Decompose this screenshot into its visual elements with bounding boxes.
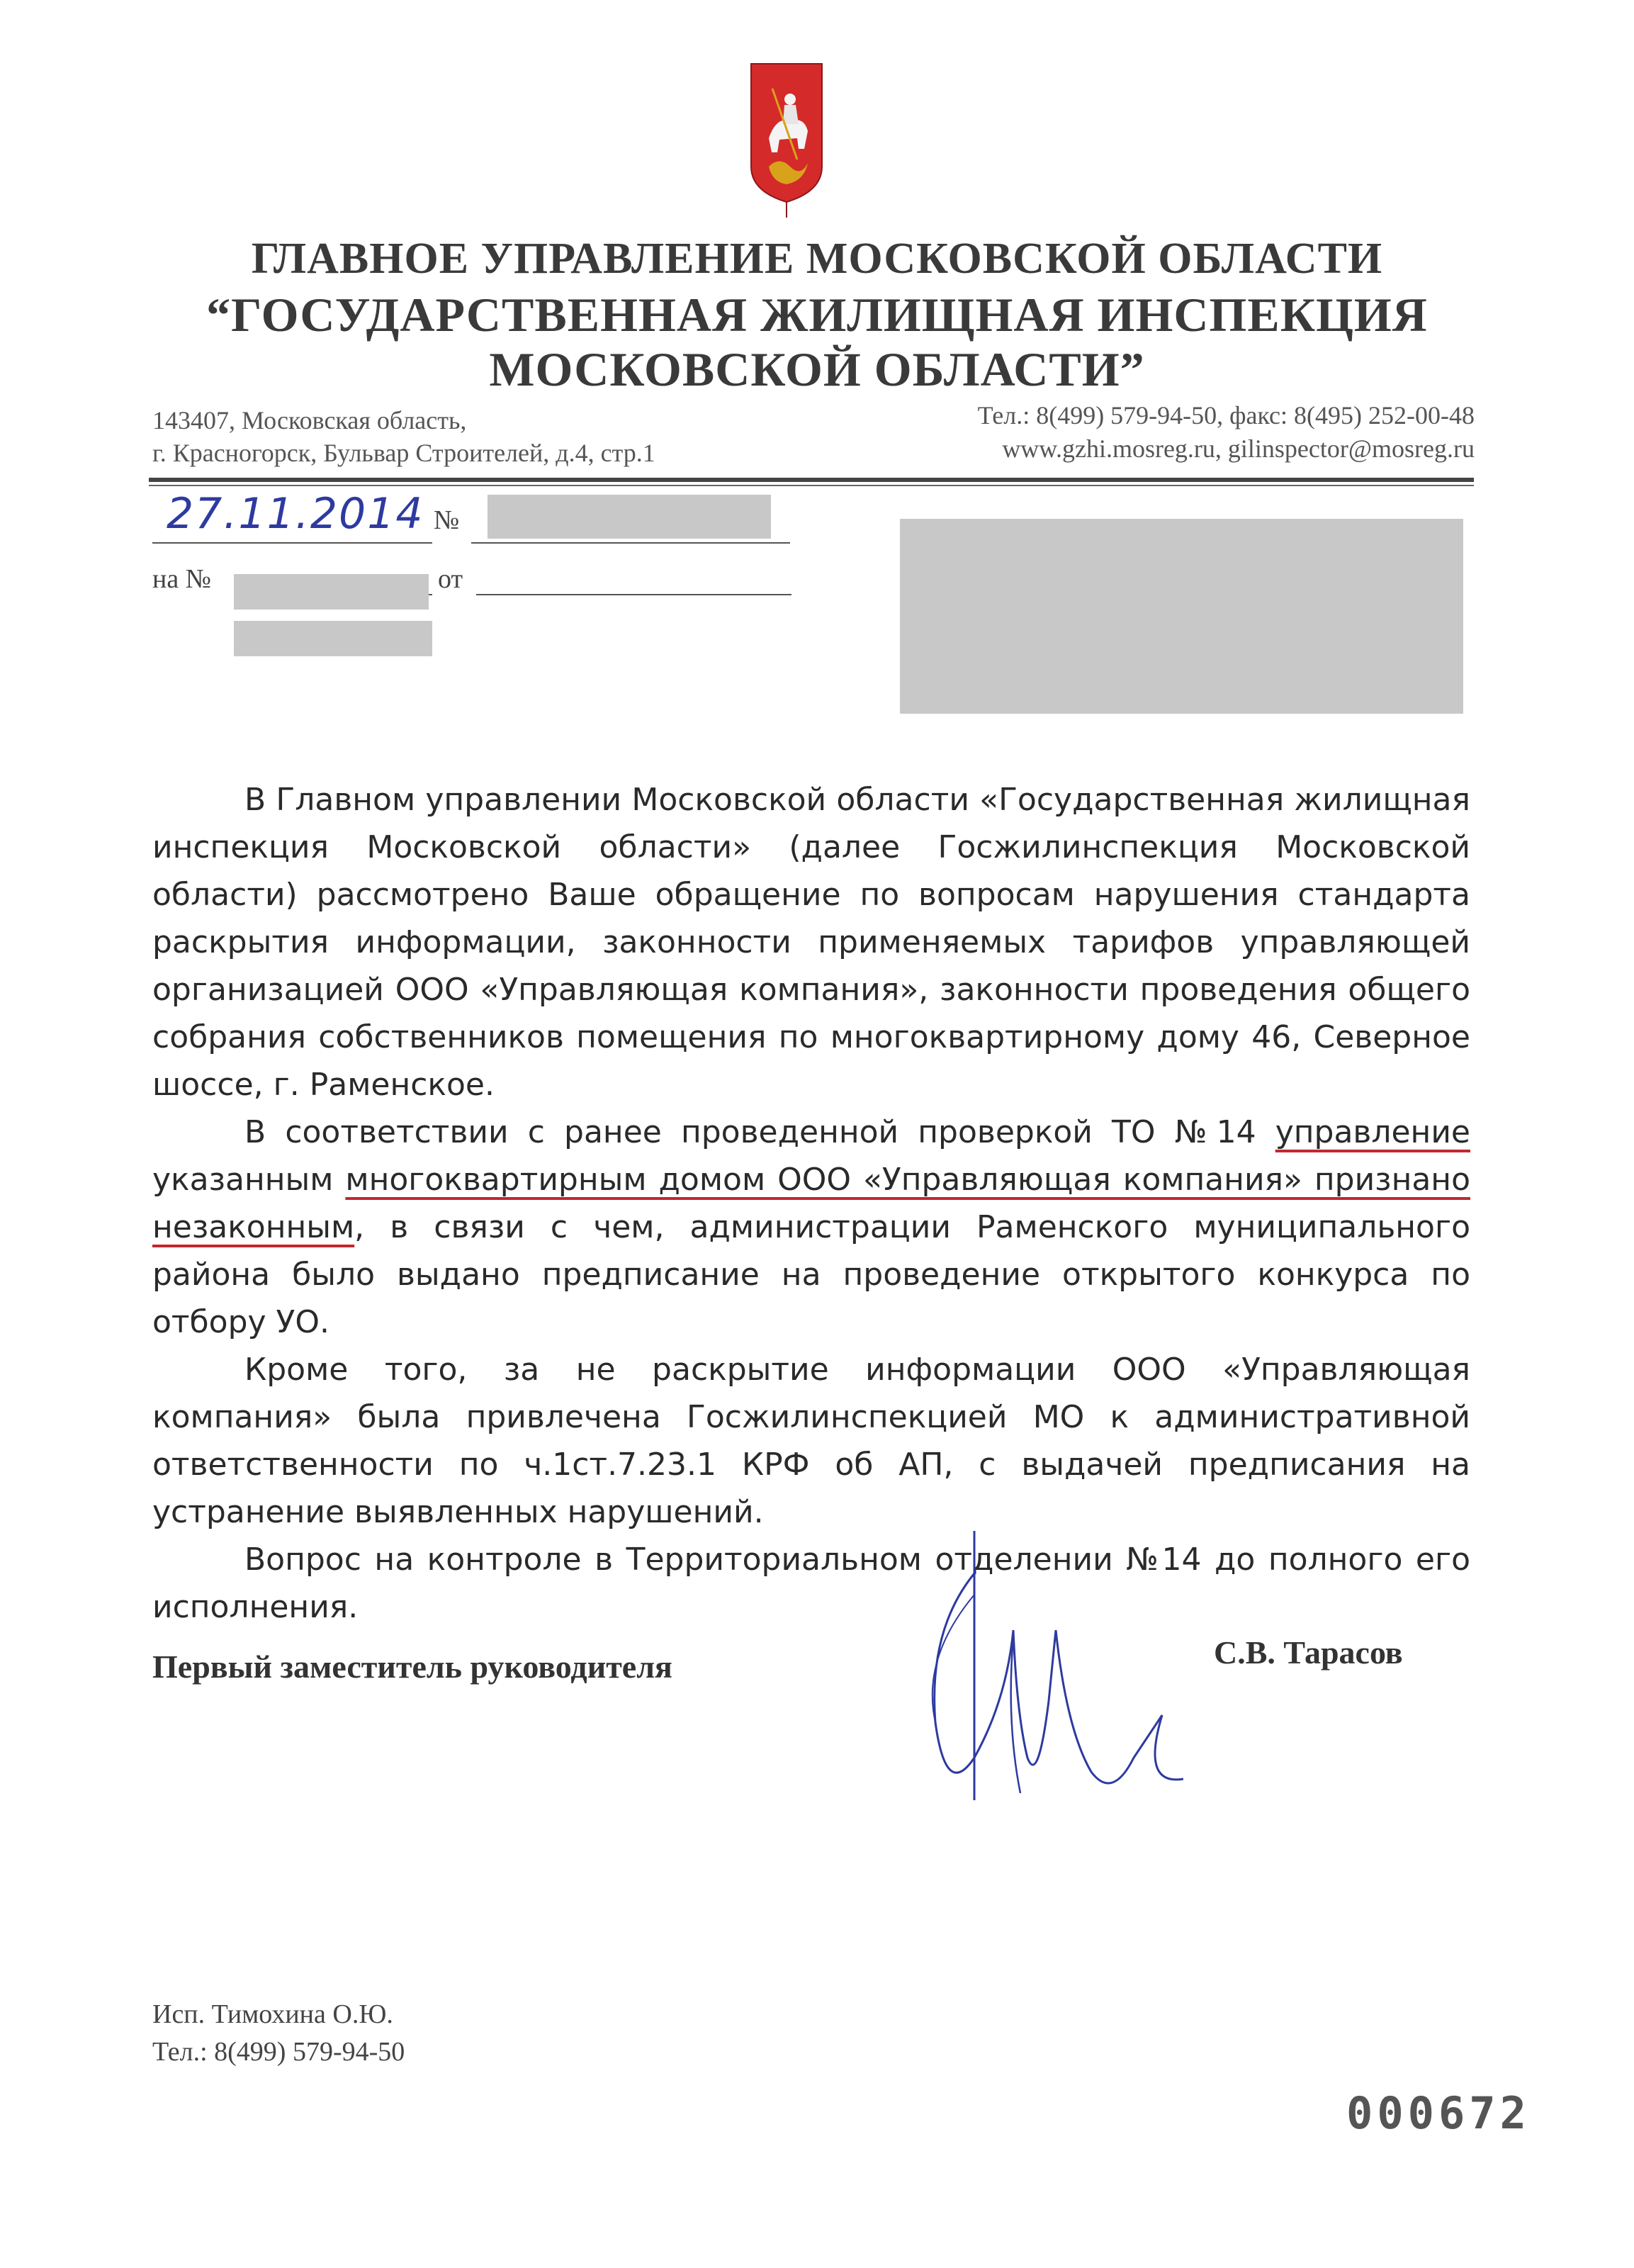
handwritten-signature [907,1488,1205,1843]
in-reply-label: на № [152,564,211,594]
header-title-line-1: ГЛАВНОЕ УПРАВЛЕНИЕ МОСКОВСКОЙ ОБЛАСТИ [251,235,1383,283]
signatory-position: Первый заместитель руководителя [152,1649,672,1685]
paragraph-3: Кроме того, за не раскрытие информации ООО «Управляющая компания» была привлечена Госжилинспекцией МО к административной ответственности по ч.1ст.7.23.1 КРФ об АП, с выдачей предписания на устранение выявленных нарушений. [152,1352,1470,1530]
paragraph-4: Вопрос на контроле в Территориальном отделении №14 до полного его исполнения. [152,1542,1470,1625]
from-line [476,594,791,595]
contact-web-email: www.gzhi.mosreg.ru, gilinspector@mosreg.ru [1002,434,1475,463]
serial-number: 000672 [1346,2087,1531,2139]
underlined-phrase-1: управление [1275,1114,1470,1150]
paragraph-2-start: В соответствии с ранее проведенной проверкой ТО №14 [244,1114,1275,1150]
address-line-1: 143407, Московская область, [152,406,467,434]
redacted-addressee [900,519,1463,714]
address-line-2: г. Красногорск, Бульвар Строителей, д.4, стр.1 [152,439,655,467]
redacted-number [488,495,771,539]
paragraph-1: В Главном управлении Московской области «Государственная жилищная инспекция Московской области» (далее Госжилинспекция Московской области) рассмотрено Ваше обращение по вопросам нарушения стандарта раскрытия информации, законности применяемых тарифов управляющей организацией ООО «Управляющая компания», законности проведения общего собрания собственников помещения по многоквартирному дому 46, Северное шоссе, г. Раменское. [152,782,1470,1103]
date-line [152,542,432,544]
redacted-extra [234,621,432,656]
number-line [471,542,790,544]
contact-phones: Тел.: 8(499) 579-94-50, факс: 8(495) 252-00-48 [977,401,1475,430]
header-title-line-2: “ГОСУДАРСТВЕННАЯ ЖИЛИЩНАЯ ИНСПЕКЦИЯ [206,288,1428,342]
underlined-phrase-2: многоквартирным домом ООО «Управляющая компания» признано незаконным [152,1162,1470,1245]
from-label: от [438,564,463,594]
coat-of-arms-icon [748,60,826,220]
header-title-line-3: МОСКОВСКОЙ ОБЛАСТИ” [489,342,1145,396]
executor-name: Исп. Тимохина О.Ю. [152,1999,393,2029]
handwritten-date: 27.11.2014 [167,489,424,539]
letter-body [152,776,1470,1631]
header-divider-thick [149,478,1474,482]
executor-phone: Тел.: 8(499) 579-94-50 [152,2037,405,2067]
paragraph-2 [152,1108,1470,1346]
signatory-name: С.В. Тарасов [1214,1634,1403,1671]
redacted-reply-number [234,574,429,610]
header-divider-thin [149,485,1474,486]
paragraph-2-mid: указанным [152,1162,346,1198]
paragraph-2-end: , в связи с чем, администрации Раменского муниципального района было выдано предписание на проведение открытого конкурса по отбору УО. [152,1209,1470,1340]
number-label: № [434,505,460,535]
